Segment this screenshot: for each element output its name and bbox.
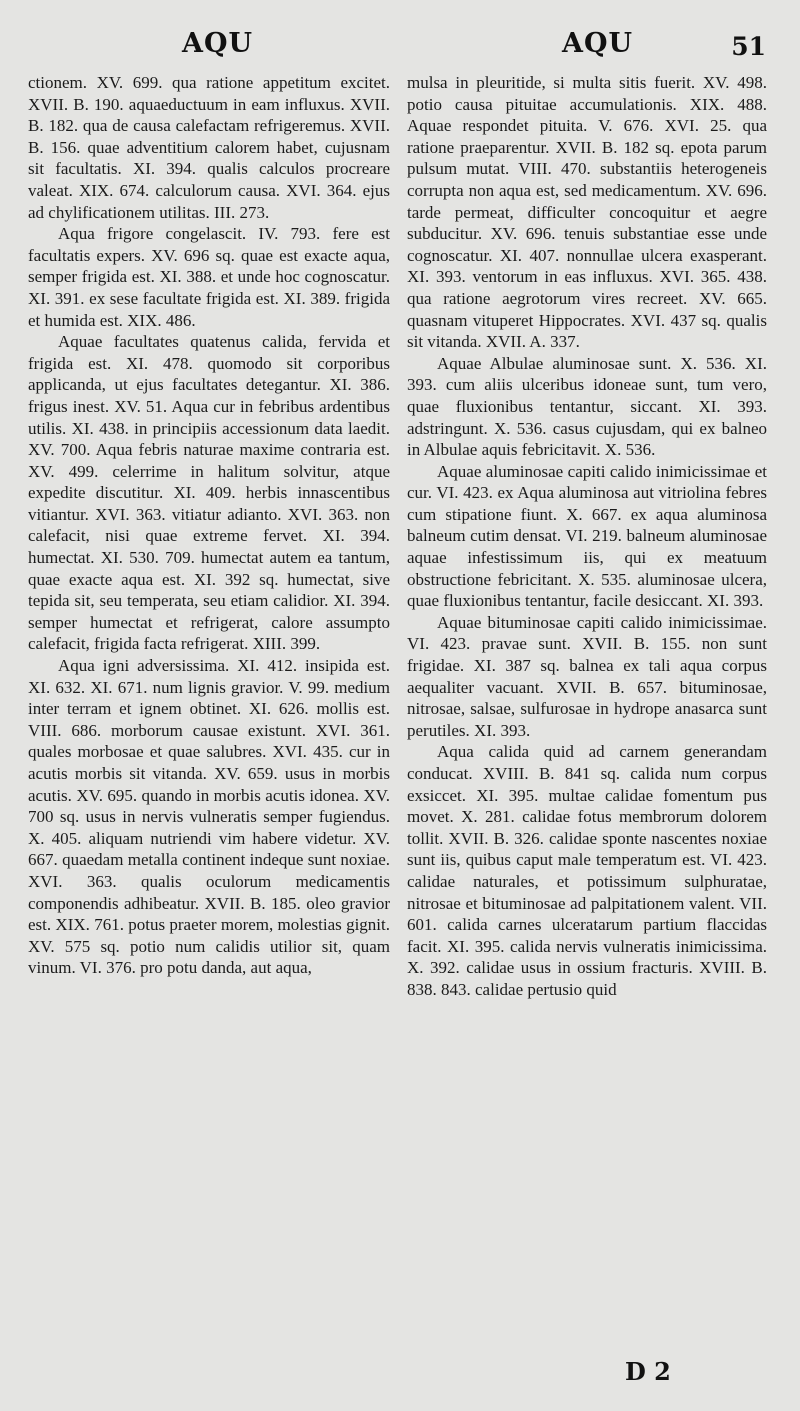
paragraph: mulsa in pleuritide, si multa sitis fuerit. XV. 498. potio causa pituitae accumulationis. XIX. 488. Aquae respondet pituita. V. 676. XVI. 25. qua ratione praeparentur. XVII. B. 182 sq. epota parum pulsum mutat. VIII. 470. substantiis heterogeneis corrupta non aqua est, sed medicamentum. XV. 696. tarde permeat, difficulter concoquitur et aegre subducitur. XV. 696. tenuis substantiae esse unde cognoscatur. XI. 407. nonnullae ulcera exasperant. XI. 393. ventorum in eas influxus. XVI. 365. 438. qua ratione aegrotorum vires recreet. XV. 665. quasnam vituperet Hippocrates. XVI. 437 sq. qualis sit vitanda. XVII. A. 337.: [407, 73, 767, 352]
paragraph: Aquae Albulae aluminosae sunt. X. 536. XI. 393. cum aliis ulceribus idoneae sunt, tum vero, quae fluxionibus tentantur, siccant. XI. 393. adstringunt. X. 536. casus cujusdam, qui ex balneo in Albulae aquis febricitavit. X. 536.: [407, 353, 767, 460]
left-column: [28, 72, 390, 979]
paragraph: Aquae aluminosae capiti calido inimicissimae et cur. VI. 423. ex Aqua aluminosa aut vitriolina febres cum stipatione fiunt. X. 667. ex aqua aluminosa balneum cutim densat. VI. 219. balneum aluminosae aquae infestissimum iis, qui ex meatuum obstructione febricitant. X. 535. aluminosae ulcera, quae fluxionibus tentantur, facile desiccant. XI. 393.: [407, 461, 767, 611]
paragraph: Aquae bituminosae capiti calido inimicissimae. VI. 423. pravae sunt. XVII. B. 155. non sunt frigidae. XI. 387 sq. balnea ex tali aqua corpus aequaliter vacuant. XVII. B. 657. bituminosae, nitrosae, salsae, sulfurosae in hydrope anasarca sunt perutiles. XI. 393.: [407, 612, 767, 740]
running-head-left: AQU: [182, 28, 254, 59]
right-column: [407, 72, 767, 1001]
signature-mark: D 2: [625, 1357, 671, 1386]
paragraph: Aquae facultates quatenus calida, fervida et frigida est. XI. 478. quomodo sit corporibus applicanda, ut ejus facultates detegantur. XI. 386. frigus inest. XV. 51. Aqua cur in febribus ardentibus utilis. XI. 438. in principiis accessionum data laedit. XV. 700. Aqua febris naturae maxime contraria est. XV. 499. celerrime in halitum solvitur, atque expedite discutitur. XI. 409. herbis innascentibus vitiantur. XVI. 363. vitiatur adianto. XVI. 363. non calefacit, nisi quae extreme fervet. XI. 394. humectat. XI. 530. 709. humectat autem ea tantum, quae exacte aqua est. XI. 392 sq. humectat, sive tepida sit, seu temperata, seu etiam calidior. XI. 394. semper humectat et refrigerat, calore assumpto calefacit, frigida facta refrigerat. XIII. 399.: [28, 332, 390, 654]
running-head-right: AQU: [562, 28, 634, 59]
paragraph: Aqua igni adversissima. XI. 412. insipida est. XI. 632. XI. 671. num lignis gravior. V. 99. medium inter terram et ignem obtinet. XI. 626. mollis est. VIII. 686. morborum causae existunt. XVI. 361. quales morbosae et quae salubres. XVI. 435. cur in acutis morbis sit vitanda. XV. 659. usus in morbis acutis. XV. 695. quando in morbis acutis idonea. XV. 700 sq. usus in nervis vulneratis semper fugiendus. X. 405. aliquam nutriendi vim habere videtur. XV. 667. quaedam metalla continent indeque sunt noxiae. XVI. 363. qualis oculorum medicamentis componendis adhibeatur. XVII. B. 185. oleo gravior est. XIX. 761. potus praeter morem, molestias gignit. XV. 575 sq. potio num calidis utilior sit, quam vinum. VI. 376. pro potu danda, aut aqua,: [28, 656, 390, 978]
paragraph: ctionem. XV. 699. qua ratione appetitum excitet. XVII. B. 190. aquaeductuum in eam influxus. XVII. B. 182. qua de causa calefactam refrigeremus. XVII. B. 156. quae adventitium calorem habet, cujusnam sit facultatis. XI. 394. qualis calculos procreare valeat. XIX. 674. calculorum causa. XVI. 364. ejus ad chylificationem utilitas. III. 273.: [28, 73, 390, 222]
paragraph: Aqua calida quid ad carnem generandam conducat. XVIII. B. 841 sq. calida num corpus exsiccet. XI. 395. multae calidae fomentum pus movet. X. 281. calidae fotus membrorum dolorem tollit. XVII. B. 326. calidae sponte nascentes noxiae sunt iis, quibus caput male temperatum est. VI. 423. calidae naturales, et potissimum sulphuratae, nitrosae et bituminosae ad palpitationem valent. VII. 601. calida carnes ulceratarum partium flaccidas facit. XI. 395. calida nervis vulneratis inimicissima. X. 392. calidae usus in ossium fracturis. XVIII. B. 838. 843. calidae pertusio quid: [407, 742, 767, 999]
page-number: 51: [731, 32, 766, 61]
paragraph: Aqua frigore congelascit. IV. 793. fere est facultatis expers. XV. 696 sq. quae est exacte aqua, semper frigida est. XI. 388. et unde hoc cognoscatur. XI. 391. ex sese facultate frigida est. XI. 389. frigida et humida est. XIX. 486.: [28, 224, 390, 330]
